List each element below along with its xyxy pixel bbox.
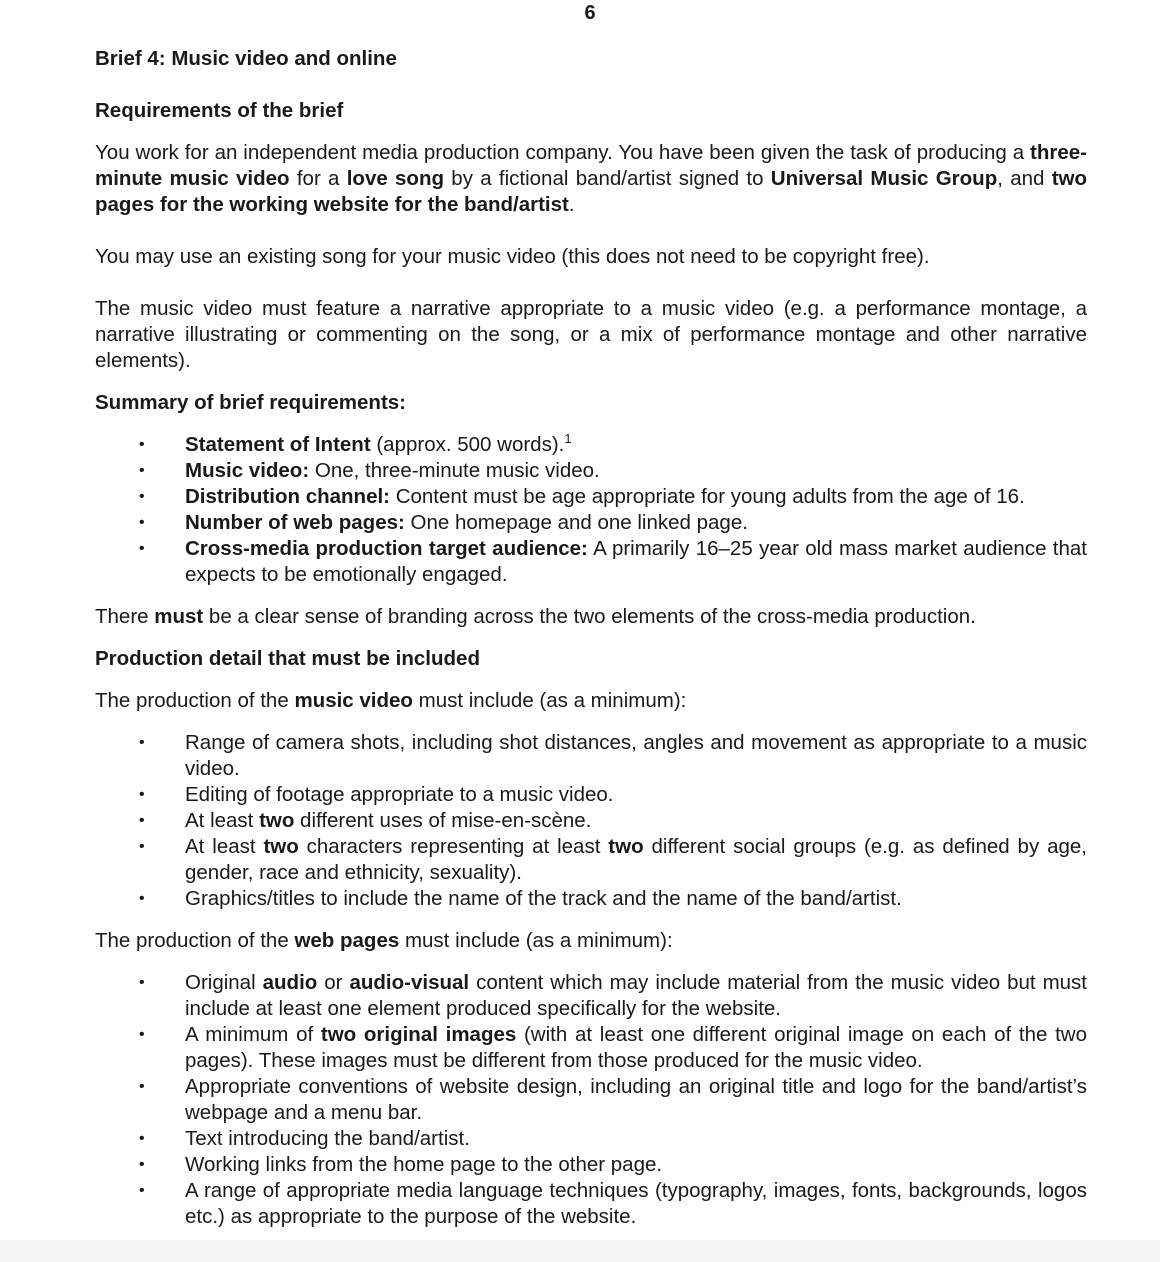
item-text: characters representing at least — [298, 835, 609, 858]
intro-bold-website: two pages for the working website for the band/artist — [95, 167, 1087, 216]
list-item — [95, 834, 1087, 886]
list-item: • Text introducing the band/artist. — [95, 1126, 1087, 1152]
item-text: At least — [185, 835, 264, 858]
item-bold: two — [608, 835, 644, 858]
list-item: • Working links from the home page to the other page. — [95, 1152, 1087, 1178]
footnote-marker: 1 — [564, 431, 572, 447]
item-text: A minimum of — [185, 1023, 321, 1046]
intro-bold-label: Universal Music Group — [770, 167, 998, 190]
list-item — [95, 536, 1087, 588]
list-item: • Range of camera shots, including shot distances, angles and movement as appropriate to a music video. — [95, 730, 1087, 782]
list-item — [95, 484, 1087, 510]
intro-bold-video: three-minute music video — [95, 141, 1087, 190]
item-label: Distribution channel: — [185, 485, 390, 508]
item-text: different social groups (e.g. as defined by age, gender, race and ethnicity, sexuality). — [185, 835, 1088, 884]
intro-paragraph — [95, 140, 1087, 218]
list-item — [95, 808, 1087, 834]
branding-text: There — [95, 605, 155, 628]
brief-title: Brief 4: Music video and online — [95, 47, 397, 70]
intro-text: must include (as a minimum): — [399, 929, 673, 952]
song-paragraph: You may use an existing song for your music video (this does not need to be copyright free). — [95, 245, 930, 268]
list-item — [95, 432, 1087, 458]
music-video-list — [95, 730, 1087, 912]
item-text: One, three-minute music video. — [309, 459, 600, 482]
requirements-heading: Requirements of the brief — [95, 99, 344, 122]
item-text: content which may include material from the music video but must include at least one element produced specifically for the website. — [185, 971, 1088, 1020]
intro-text: for a — [289, 167, 347, 190]
intro-text: , and — [997, 167, 1052, 190]
summary-list — [95, 432, 1087, 588]
item-bold: two — [263, 835, 299, 858]
branding-bold: must — [154, 605, 204, 628]
page-number: 6 — [584, 2, 596, 24]
list-item: • Editing of footage appropriate to a music video. — [95, 782, 1087, 808]
intro-bold: web pages — [294, 929, 400, 952]
list-item — [95, 970, 1087, 1022]
list-item: • Graphics/titles to include the name of the track and the name of the band/artist. — [95, 886, 1087, 912]
branding-text: be a clear sense of branding across the two elements of the cross-media production. — [203, 605, 976, 628]
intro-text: The production of the — [95, 929, 295, 952]
item-label: Cross-media production target audience: — [185, 537, 588, 560]
intro-text: You work for an independent media production company. You have been given the task of producing a — [95, 141, 1031, 164]
item-bold: audio — [262, 971, 318, 994]
intro-text: by a fictional band/artist signed to — [444, 167, 771, 190]
item-text: Original — [185, 971, 263, 994]
item-text: (approx. 500 words). — [370, 433, 565, 456]
item-text: Content must be age appropriate for young adults from the age of 16. — [390, 485, 1025, 508]
page-bottom-strip — [0, 1240, 1160, 1262]
item-text: A primarily 16–25 year old mass market audience that expects to be emotionally engaged. — [185, 537, 1087, 586]
item-bold: two — [259, 809, 295, 832]
production-heading: Production detail that must be included — [95, 647, 480, 670]
intro-bold-song: love song — [346, 167, 445, 190]
item-text: different uses of mise-en-scène. — [294, 809, 592, 832]
item-text: or — [317, 971, 350, 994]
branding-paragraph — [95, 604, 1087, 630]
item-bold: two original images — [320, 1023, 517, 1046]
brief-content — [95, 46, 1087, 1246]
item-label: Music video: — [185, 459, 310, 482]
web-pages-list — [95, 970, 1087, 1230]
item-label: Statement of Intent — [185, 433, 371, 456]
item-label: Number of web pages: — [185, 511, 405, 534]
item-text: One homepage and one linked page. — [404, 511, 748, 534]
list-item — [95, 1022, 1087, 1074]
item-text: (with at least one different original image on each of the two pages). These images must be different from those produced for the music video. — [185, 1023, 1087, 1072]
summary-heading: Summary of brief requirements: — [95, 391, 406, 414]
item-text: At least — [185, 809, 260, 832]
list-item: • Appropriate conventions of website design, including an original title and logo for the band/artist’s webpage and a menu bar. — [95, 1074, 1087, 1126]
intro-text: must include (as a minimum): — [412, 689, 687, 712]
web-pages-intro — [95, 928, 1087, 954]
intro-text: The production of the — [95, 689, 295, 712]
list-item: • A range of appropriate media language techniques (typography, images, fonts, backgrounds, logos etc.) as appropriate to the purpose of the website. — [95, 1178, 1087, 1230]
narrative-paragraph: The music video must feature a narrative appropriate to a music video (e.g. a performance montage, a narrative illustrating or commenting on the song, or a mix of performance montage and other narrative elements). — [95, 297, 1087, 372]
intro-text: . — [568, 193, 575, 216]
list-item — [95, 510, 1087, 536]
music-video-intro — [95, 688, 1087, 714]
item-bold: audio-visual — [349, 971, 470, 994]
intro-bold: music video — [294, 689, 413, 712]
list-item — [95, 458, 1087, 484]
